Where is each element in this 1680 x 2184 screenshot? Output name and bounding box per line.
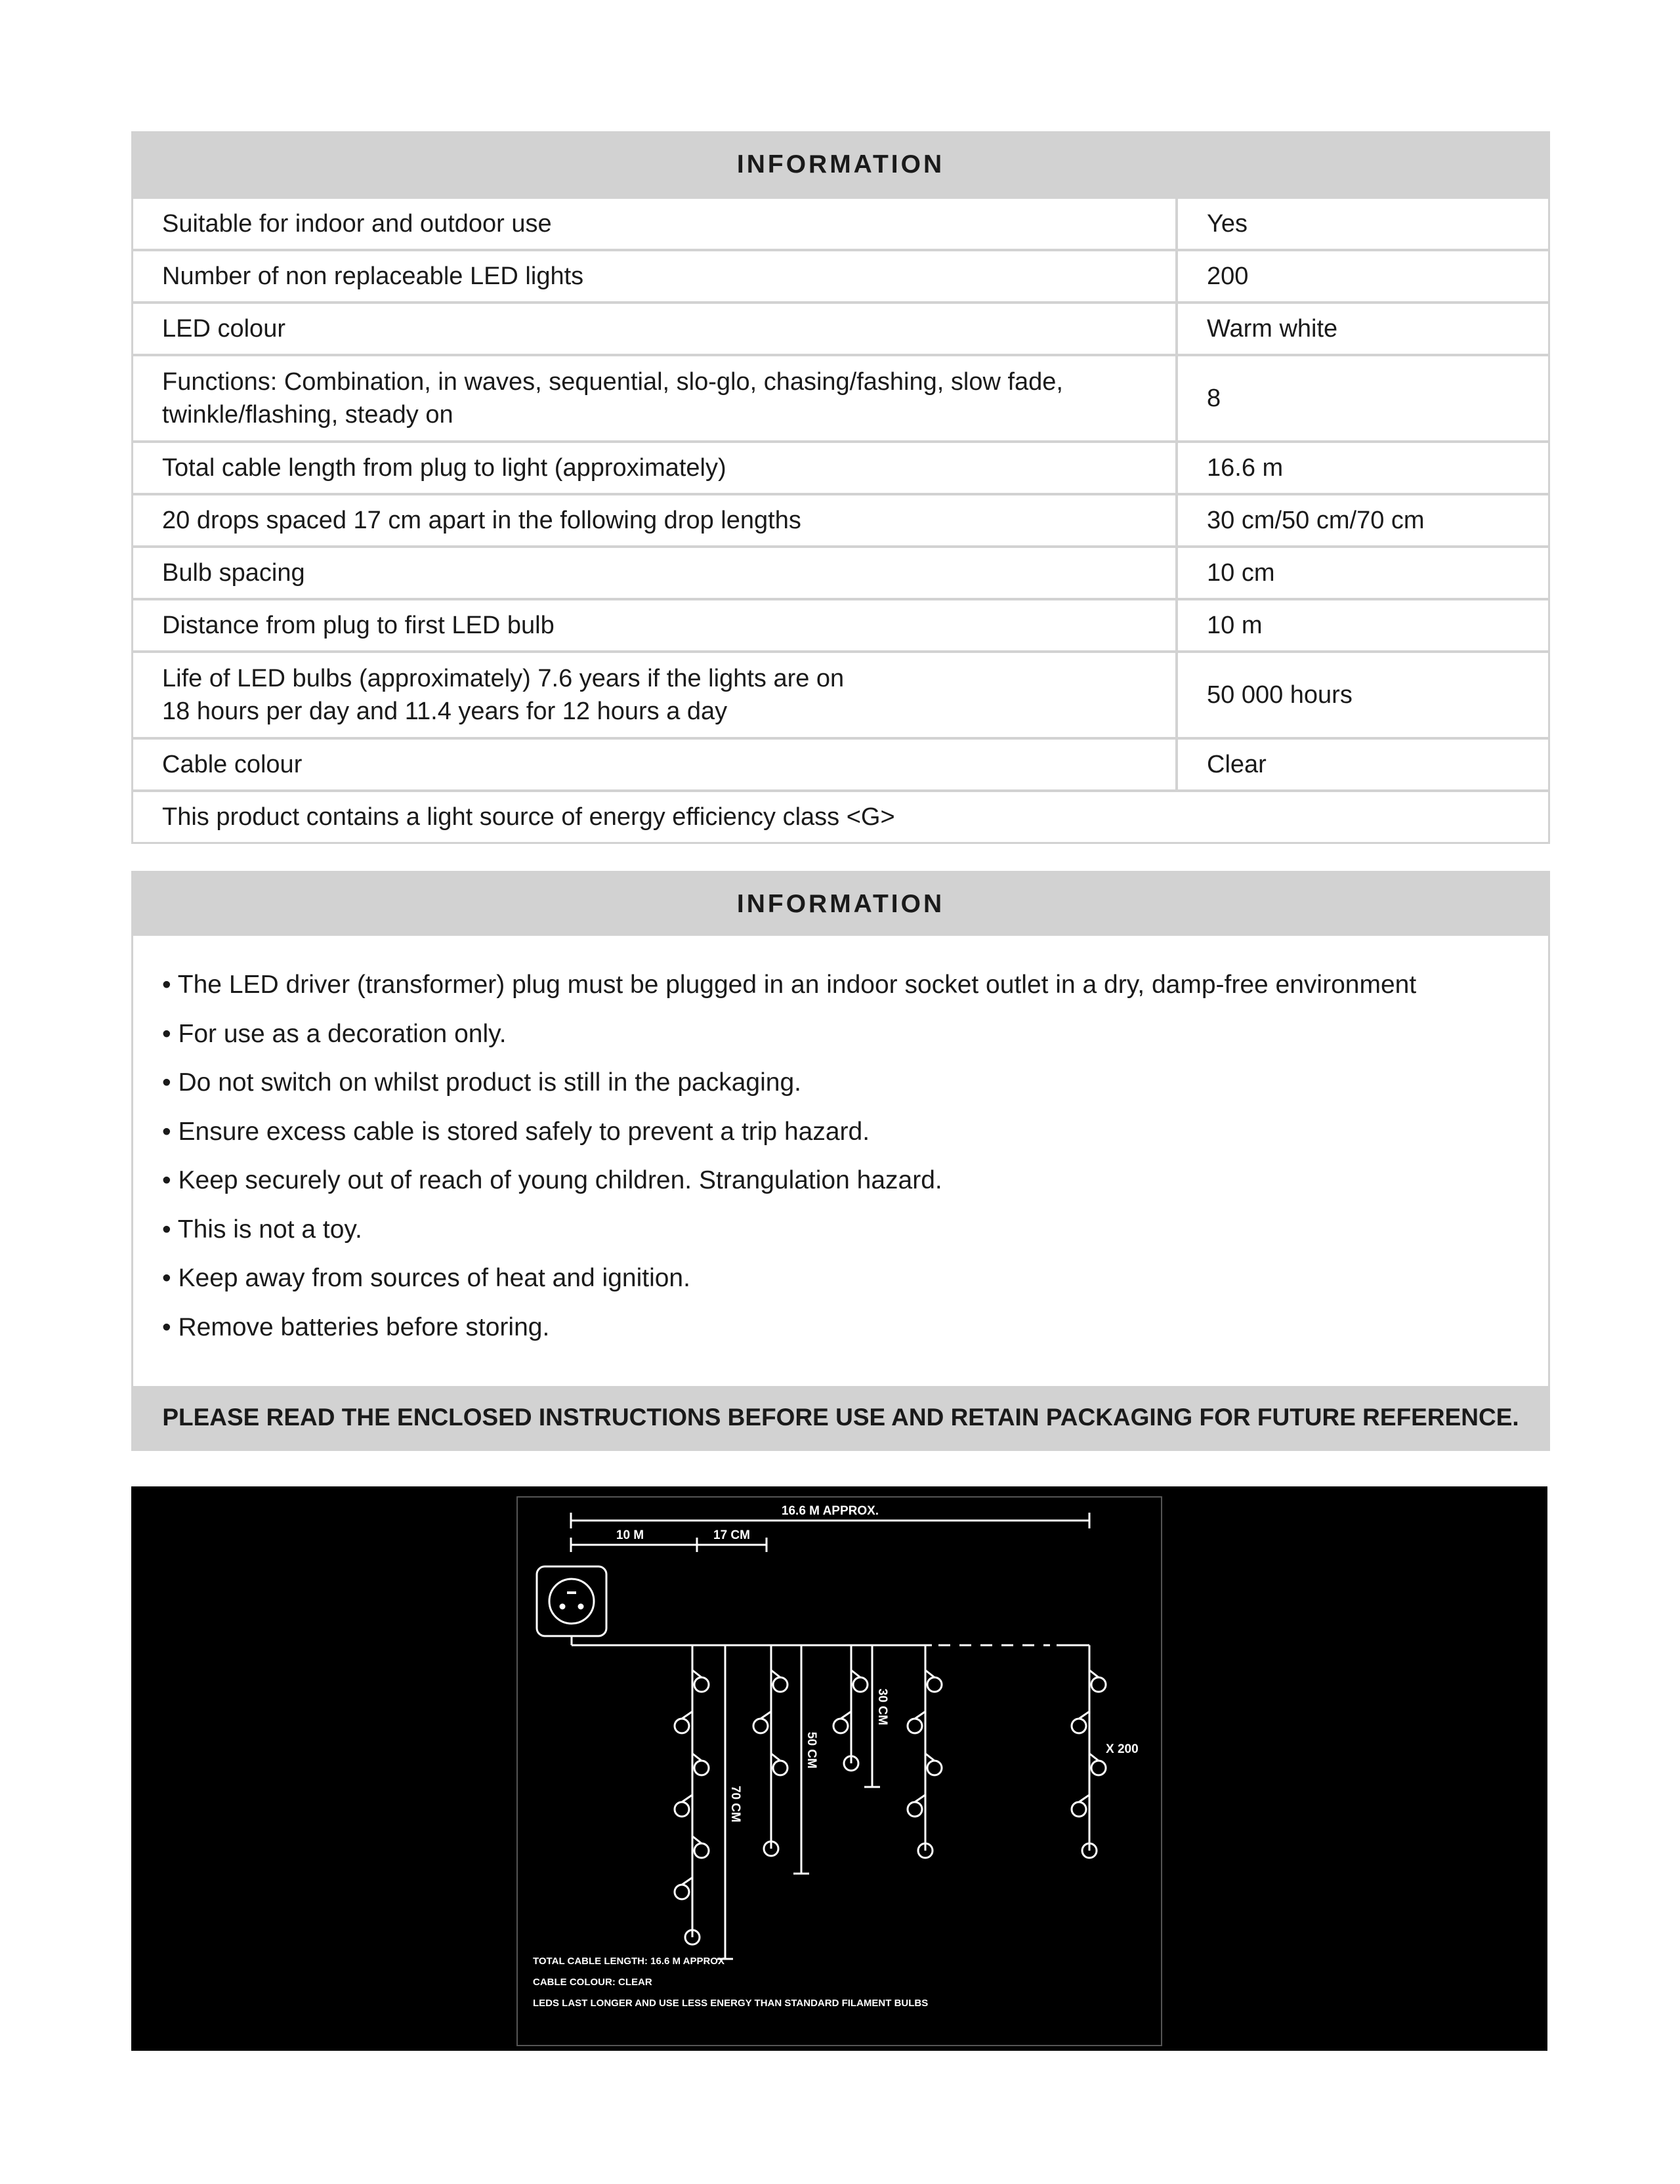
diagram-note: TOTAL CABLE LENGTH: 16.6 M APPROX: [533, 1956, 724, 1967]
row-label: Bulb spacing: [133, 548, 1178, 598]
led-bulb-icon: [675, 1719, 689, 1733]
table-row: [133, 440, 1548, 493]
plug-distance-label: 10 M: [616, 1528, 644, 1542]
led-bulb-icon: [753, 1719, 768, 1733]
list-item: • The LED driver (transformer) plug must be plugged in an indoor socket outlet in a dry, damp-free environment: [162, 969, 1519, 1018]
diagram-note: LEDS LAST LONGER AND USE LESS ENERGY THAN STANDARD FILAMENT BULBS: [533, 1998, 929, 2009]
list-item: • Keep away from sources of heat and ignition.: [162, 1262, 1519, 1311]
table-row: [133, 650, 1548, 737]
light-layout-diagram: [131, 1486, 1547, 2051]
diagram-note: CABLE COLOUR: CLEAR: [533, 1977, 652, 1988]
row-label: Total cable length from plug to light (approximately): [133, 443, 1178, 493]
list-item: • Keep securely out of reach of young children. Strangulation hazard.: [162, 1164, 1519, 1213]
table-row: [133, 249, 1548, 301]
row-value: 10 m: [1207, 612, 1263, 639]
led-bulb-icon: [694, 1761, 709, 1775]
led-bulb-icon: [675, 1885, 689, 1899]
drop-length-label-50: 50 CM: [805, 1732, 818, 1769]
row-label: Distance from plug to first LED bulb: [133, 600, 1178, 650]
row-label: LED colour: [133, 304, 1178, 354]
row-value: Yes: [1207, 210, 1248, 238]
row-value: 16.6 m: [1207, 454, 1284, 482]
led-bulb-icon: [1091, 1677, 1106, 1692]
led-bulb-icon: [853, 1677, 868, 1692]
led-bulb-icon: [927, 1761, 942, 1775]
safety-bullet-list: [133, 936, 1548, 1386]
led-bulb-icon: [694, 1677, 709, 1692]
led-bulb-icon: [833, 1719, 848, 1733]
spec-table-title: INFORMATION: [133, 133, 1548, 196]
led-bulb-icon: [1072, 1802, 1086, 1816]
row-value: 10 cm: [1207, 559, 1275, 587]
table-row: [133, 301, 1548, 354]
row-label: Cable colour: [133, 740, 1178, 789]
row-value: 50 000 hours: [1207, 681, 1353, 709]
bulb-count-label: X 200: [1106, 1742, 1139, 1756]
instructions-notice: PLEASE READ THE ENCLOSED INSTRUCTIONS BEFORE USE AND RETAIN PACKAGING FOR FUTURE REFERENCE.: [133, 1386, 1548, 1449]
led-bulb-icon: [908, 1802, 922, 1816]
table-row: [133, 545, 1548, 598]
plug-socket-icon: [537, 1566, 606, 1636]
led-bulb-icon: [1091, 1761, 1106, 1775]
row-label: Functions: Combination, in waves, sequential, slo-glo, chasing/fashing, slow fade, twinkle/flashing, steady on: [133, 356, 1178, 440]
led-bulb-icon: [773, 1761, 788, 1775]
row-label: Number of non replaceable LED lights: [133, 251, 1178, 301]
row-value: 8: [1207, 385, 1221, 412]
led-bulb-icon: [908, 1719, 922, 1733]
row-value: 200: [1207, 262, 1249, 290]
list-item: • Remove batteries before storing.: [162, 1311, 1519, 1360]
list-item: • This is not a toy.: [162, 1213, 1519, 1263]
table-row: [133, 196, 1548, 249]
row-value: Warm white: [1207, 315, 1338, 343]
row-value: Clear: [1207, 751, 1267, 778]
total-length-label: 16.6 M APPROX.: [781, 1504, 879, 1518]
list-item: • Do not switch on whilst product is still in the packaging.: [162, 1066, 1519, 1116]
drop-spacing-label: 17 CM: [713, 1528, 750, 1542]
drop-length-label-70: 70 CM: [728, 1786, 742, 1822]
table-row: [133, 737, 1548, 789]
led-bulb-icon: [675, 1802, 689, 1816]
safety-info-box: [131, 871, 1550, 1451]
led-bulb-icon: [927, 1677, 942, 1692]
spec-table: [131, 131, 1550, 844]
table-row: [133, 354, 1548, 440]
product-diagram-panel: [131, 1486, 1547, 2051]
row-label: Life of LED bulbs (approximately) 7.6 years if the lights are on 18 hours per day and 11.4 years for 12 hours a day: [133, 653, 1178, 737]
row-label: Suitable for indoor and outdoor use: [133, 199, 1178, 249]
safety-info-title: INFORMATION: [133, 873, 1548, 936]
drop-length-label-30: 30 CM: [875, 1689, 889, 1725]
table-row: [133, 598, 1548, 650]
led-bulb-icon: [773, 1677, 788, 1692]
table-row: [133, 789, 1548, 842]
table-row: [133, 493, 1548, 545]
row-value: 30 cm/50 cm/70 cm: [1207, 507, 1425, 534]
led-bulb-icon: [694, 1843, 709, 1858]
led-bulb-icon: [1072, 1719, 1086, 1733]
energy-class-note: This product contains a light source of energy efficiency class <G>: [162, 803, 895, 831]
list-item: • For use as a decoration only.: [162, 1018, 1519, 1067]
row-label: 20 drops spaced 17 cm apart in the following drop lengths: [133, 495, 1178, 545]
list-item: • Ensure excess cable is stored safely to prevent a trip hazard.: [162, 1116, 1519, 1165]
